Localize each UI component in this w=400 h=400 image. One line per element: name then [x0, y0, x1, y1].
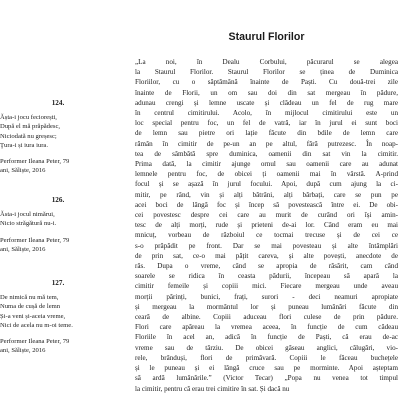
- verse-line: Ăsta-i jocul nimărui,: [0, 211, 55, 218]
- verse-line: Nici de acela nu m-oi teme.: [0, 321, 73, 329]
- verse-line: Numa de cușă de lemn: [0, 303, 61, 311]
- story-line: înainte de Florii, un om sau doi din sat mergeau în pădure,: [135, 88, 398, 97]
- story-line: vreme sau de târziu. De obicei găseau anglici, călugări, vio-: [135, 343, 398, 352]
- story-line: în centrul cimitirului. Acolo, în mijlocul cimitirului este un: [135, 109, 398, 118]
- story-line: și mergeau la mormântul lor și puneau lumânări făcute din: [135, 302, 398, 311]
- story-line: cimitir femeile și copiii mici. Fiecare mergeau unde aveau: [135, 282, 398, 291]
- story-line: soarele se ridica în ceasta pădurii, începeau să apară la: [135, 272, 398, 281]
- performer-line: Performer Ileana Peter, 79: [0, 158, 70, 166]
- verse-line: Și-a veni și-aceia vreme,: [0, 312, 66, 320]
- story-line: la Staurul Florilor. Staurul Florilor se ținea de Duminica: [135, 68, 398, 77]
- story-title: Staurul Florilor: [228, 31, 305, 43]
- story-line: rămân în cimitir de pe-un an pe altul, fără putrezesc. În noap-: [135, 139, 398, 148]
- verse-line: După el mă prăpădesc,: [0, 123, 61, 131]
- performer-credit: [0, 157, 116, 176]
- story-line: acei boci de lângă foc și încep să povestească între ei. De obi-: [135, 200, 398, 209]
- story-line: de lemn sau pietre ori lație făcute din bdile de lemn care: [135, 129, 398, 138]
- story-line: de prin sat, ce-o mai pățit careva, și alte povești, anecdote de: [135, 251, 398, 260]
- verse-line: Niciodată nu greșesc;: [0, 132, 57, 140]
- story-line: Floriilor, cu o săptămână înainte de Paști. Cu două-trei zile: [135, 78, 398, 87]
- story-line: adunau crengi și lemne uscate și clădeau un fel de rug mare: [135, 98, 398, 107]
- song-127: [0, 279, 116, 356]
- performer-credit: [0, 236, 116, 255]
- performer-line: Performer Ileana Peter, 79: [0, 236, 70, 244]
- story-line: morții părinți, bunici, frați, surori - deci neamuri apropiate: [135, 292, 398, 301]
- story-line: loc special pentru foc, un fel de vatră, iar în jurul ei sunt boci: [135, 119, 398, 128]
- verse-line: Ţura-i și iura iura.: [0, 141, 48, 149]
- song-verses: [0, 113, 116, 150]
- performer-line: ani, Săliște, 2016: [0, 245, 46, 253]
- song-number: 126.: [51, 196, 65, 204]
- story-line: mnicuț, vorbeau de războiul ce tocmai trecuse și de cei ce: [135, 231, 398, 240]
- song-126: [0, 196, 116, 254]
- verse-line: Ășta-i jocu feciorești,: [0, 114, 57, 121]
- verse-line: De nimică nu mă tem,: [0, 294, 59, 301]
- performer-line: Performer Ileana Peter, 79: [0, 338, 70, 346]
- verse-line: Nicio străgătură nu-i.: [0, 220, 57, 228]
- story-line: Prima dată, la cimitir ajunge ornul sau oamenii care au adunat: [135, 160, 398, 169]
- story-text: [135, 57, 398, 394]
- song-verses: [0, 210, 116, 229]
- performer-line: ani, Săliște, 2016: [0, 347, 46, 355]
- song-number: 127.: [51, 279, 65, 287]
- story-line: rele, brânduși, flori de primăvară. Copiii le făceau buchețele: [135, 353, 398, 362]
- song-number: 124.: [51, 99, 65, 107]
- performer-line: ani, Săliște, 2016: [0, 167, 46, 175]
- songs-column: [0, 0, 116, 400]
- story-line: lemnele pentru foc, de obicei ți oamenii mai în vârstă. A-prind: [135, 170, 398, 179]
- performer-credit: [0, 337, 116, 356]
- story-line: Floriile în acel an, adică în funcție de Paști, că erau de-ac: [135, 333, 398, 342]
- story-line: ceară de albine. Copiii aduceau flori culese de prin pădure.: [135, 313, 398, 322]
- story-line: și le puneau și ei lângă cruce sau pe morminte. Apoi așteptam: [135, 364, 398, 373]
- story-line: râs. Dupa o vreme, când se apropia de răsărit, cam când: [135, 262, 398, 271]
- story-line: la cimitir, pentru că erau trei cimitire în sat. Și dacă nu: [135, 384, 290, 393]
- story-line: tea de sâmbătă spre duminica, oamenii din sat vin la cimitir.: [135, 149, 398, 158]
- story-line: mitir, pe rând, vin și alți bătrâni, alți bărbați, care se pun pe: [135, 190, 398, 199]
- story-line: cei povestesc despre cei care au murit de curând ori își amin-: [135, 211, 398, 220]
- story-line: focul și se așază în jurul focului. Apoi, după cum ajung la ci-: [135, 180, 398, 189]
- story-line: Flori care apăreau la vremea aceea, în funcție de cum cădeau: [135, 323, 398, 332]
- story-column: [135, 0, 398, 400]
- story-line: să ardă lumânările.” (Victor Tecar) „Popa nu venea tot timpul: [135, 374, 398, 383]
- story-line: tesc de alți morți, rude și prieteni de-ai lor. Când eram eu mai: [135, 221, 398, 230]
- story-line: „La noi, în Dealu Corbului, păcurarul se alegea: [135, 58, 398, 66]
- story-line: s-o prăpădit pe front. Dar se mai povesteau și alte întâmplări: [135, 241, 398, 250]
- song-124: [0, 99, 116, 176]
- song-verses: [0, 293, 116, 330]
